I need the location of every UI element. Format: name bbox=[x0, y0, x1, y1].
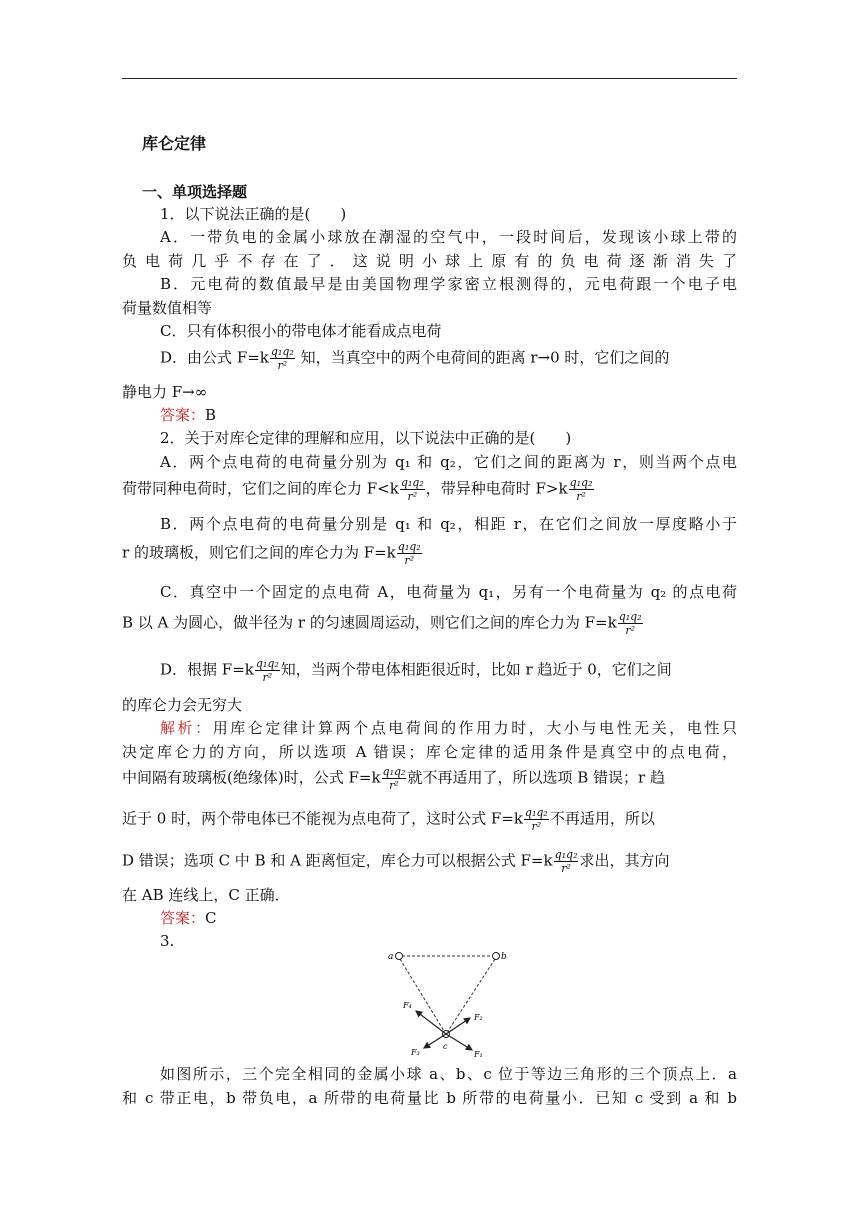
header-rule bbox=[122, 78, 737, 79]
q2-analysis-line3 bbox=[122, 765, 737, 792]
q2-option-a-line1: A．两个点电荷的电荷量分别为 q₁ 和 q₂，它们之间的距离为 r，则当两个点电 bbox=[160, 453, 737, 471]
answer-value: C bbox=[205, 909, 217, 927]
fraction-numerator: q₁q₂ bbox=[618, 610, 642, 623]
q1-option-c: C．只有体积很小的带电体才能看成点电荷 bbox=[160, 322, 442, 340]
dashed-edge-ac bbox=[400, 959, 444, 1031]
q2-analysis-line5 bbox=[122, 848, 737, 875]
fraction-numerator: q₁q₂ bbox=[382, 765, 406, 778]
fraction-denominator: r² bbox=[625, 624, 635, 637]
q3-text-line1: 如图所示，三个完全相同的金属小球 a、b、c 位于等边三角形的三个顶点上．a bbox=[160, 1065, 737, 1083]
fraction-denominator: r² bbox=[561, 862, 571, 875]
q1-option-a-line1: A．一带负电的金属小球放在潮湿的空气中，一段时间后，发现该小球上带的 bbox=[160, 228, 737, 246]
ball-a bbox=[396, 953, 403, 960]
analysis4-post: 不再适用，所以 bbox=[549, 809, 655, 828]
section-heading: 一、单项选择题 bbox=[142, 183, 248, 201]
dashed-edge-bc bbox=[448, 959, 495, 1031]
q1-d-post: 知，当真空中的两个电荷间的距离 r→0 时，它们之间的 bbox=[300, 348, 670, 367]
q3-number: 3. bbox=[160, 932, 175, 950]
q2-option-a-line2 bbox=[122, 476, 737, 503]
q2-option-d-line2: 的库仑力会无穷大 bbox=[122, 696, 243, 714]
label-b: b bbox=[501, 952, 507, 962]
q1-answer bbox=[160, 404, 737, 426]
coulomb-fraction bbox=[554, 848, 579, 875]
q1-option-d-line2: 静电力 F→∞ bbox=[122, 383, 208, 401]
q2-analysis-line1 bbox=[160, 717, 737, 739]
fraction-denominator: r² bbox=[389, 779, 399, 792]
label-f1: F₁ bbox=[474, 1050, 483, 1059]
q2-analysis-line4 bbox=[122, 806, 737, 833]
q1-option-a-line2: 负电荷几乎不存在了．这说明小球上原有的负电荷逐渐消失了 bbox=[122, 252, 737, 270]
coulomb-fraction bbox=[400, 476, 425, 503]
q2-analysis-line6: 在 AB 连线上，C 正确． bbox=[122, 886, 290, 904]
q2-d-post: 知，当两个带电体相距很近时，比如 r 趋近于 0，它们之间 bbox=[280, 660, 672, 679]
q1-option-d-line1 bbox=[160, 345, 737, 372]
fraction-numerator: q₁q₂ bbox=[554, 848, 578, 861]
answer-label: 答案： bbox=[160, 406, 206, 424]
analysis3-post: 就不再适用了，所以选项 B 错误；r 趋 bbox=[407, 768, 665, 787]
q2-a-pre: 荷带同种电荷时，它们之间的库仑力 F<k bbox=[122, 479, 399, 498]
q2-option-b-line1: B．两个点电荷的电荷量分别是 q₁ 和 q₂，相距 r，在它们之间放一厚度略小于 bbox=[160, 515, 737, 533]
q2-option-d-line1 bbox=[160, 657, 737, 684]
analysis4-pre: 近于 0 时，两个带电体已不能视为点电荷了，这时公式 F=k bbox=[122, 809, 523, 828]
analysis3-pre: 中间隔有玻璃板(绝缘体)时，公式 F=k bbox=[122, 768, 381, 787]
coulomb-fraction bbox=[397, 540, 422, 567]
fraction-numerator: q₁q₂ bbox=[524, 806, 548, 819]
q2-option-c-line1: C．真空中一个固定的点电荷 A，电荷量为 q₁，另有一个电荷量为 q₂ 的点电荷 bbox=[160, 583, 737, 601]
q2-d-pre: D．根据 F=k bbox=[160, 660, 254, 679]
q2-b-pre: r 的玻璃板，则它们之间的库仑力为 F=k bbox=[122, 543, 396, 562]
label-f4: F₄ bbox=[403, 1001, 412, 1010]
label-f3: F₃ bbox=[411, 1048, 420, 1057]
q2-answer bbox=[160, 907, 737, 929]
q3-text-line2: 和 c 带正电，b 带负电，a 所带的电荷量比 b 所带的电荷量小．已知 c 受到 a 和 b bbox=[122, 1089, 737, 1107]
fraction-numerator: q₁q₂ bbox=[400, 476, 424, 489]
formula-lead: F=k bbox=[236, 348, 269, 367]
analysis-text: 用库仑定律计算两个点电荷间的作用力时，大小与电性无关，电性只 bbox=[212, 719, 737, 737]
q2-option-b-line2 bbox=[122, 540, 737, 567]
q2-a-mid: ，带异种电荷时 F>k bbox=[425, 479, 568, 498]
answer-value: B bbox=[205, 406, 217, 424]
fraction-numerator: q₁q₂ bbox=[255, 657, 279, 670]
label-a: a bbox=[388, 952, 394, 962]
q2-c-pre: B 以 A 为圆心，做半径为 r 的匀速圆周运动，则它们之间的库仑力为 F=k bbox=[122, 613, 617, 632]
force-f4-arrow bbox=[416, 1011, 446, 1034]
fraction-denominator: r² bbox=[576, 490, 586, 503]
q1-d-pre: D．由公式 bbox=[160, 348, 233, 367]
coulomb-fraction bbox=[270, 345, 295, 372]
coulomb-fraction bbox=[524, 806, 549, 833]
page-title: 库仑定律 bbox=[142, 134, 207, 153]
coulomb-fraction bbox=[618, 610, 643, 637]
fraction-numerator: q₁q₂ bbox=[569, 476, 593, 489]
coulomb-fraction bbox=[569, 476, 594, 503]
q1-option-b-line1: B．元电荷的数值最早是由美国物理学家密立根测得的，元电荷跟一个电子电 bbox=[160, 275, 737, 293]
analysis5-post: 求出，其方向 bbox=[579, 851, 670, 870]
fraction-denominator: r² bbox=[277, 359, 288, 372]
force-f1-arrow bbox=[446, 1034, 472, 1050]
q2-analysis-line2: 决定库仑力的方向，所以选项 A 错误；库仑定律的适用条件是真空中的点电荷， bbox=[122, 743, 737, 761]
charge-triangle-figure bbox=[386, 946, 516, 1060]
fraction-numerator: q₁q₂ bbox=[270, 345, 294, 358]
answer-label: 答案： bbox=[160, 909, 206, 927]
fraction-denominator: r² bbox=[407, 490, 418, 503]
q2-stem: 2．关于对库仑定律的理解和应用，以下说法中正确的是( ) bbox=[160, 429, 572, 447]
force-f2-arrow bbox=[446, 1018, 470, 1034]
fraction-numerator: q₁q₂ bbox=[397, 540, 421, 553]
ball-b bbox=[493, 953, 500, 960]
fraction-denominator: r² bbox=[262, 671, 273, 684]
label-f2: F₂ bbox=[474, 1013, 483, 1022]
coulomb-fraction bbox=[255, 657, 280, 684]
coulomb-fraction bbox=[382, 765, 407, 792]
fraction-denominator: r² bbox=[531, 820, 542, 833]
fraction-denominator: r² bbox=[404, 554, 415, 567]
q1-option-b-line2: 荷量数值相等 bbox=[122, 299, 213, 317]
label-c: c bbox=[443, 1042, 448, 1051]
analysis5-pre: D 错误；选项 C 中 B 和 A 距离恒定，库仑力可以根据公式 F=k bbox=[122, 851, 553, 870]
analysis-label: 解析： bbox=[160, 719, 213, 737]
q2-option-c-line2 bbox=[122, 610, 737, 637]
q1-stem: 1．以下说法正确的是( ) bbox=[160, 205, 347, 223]
